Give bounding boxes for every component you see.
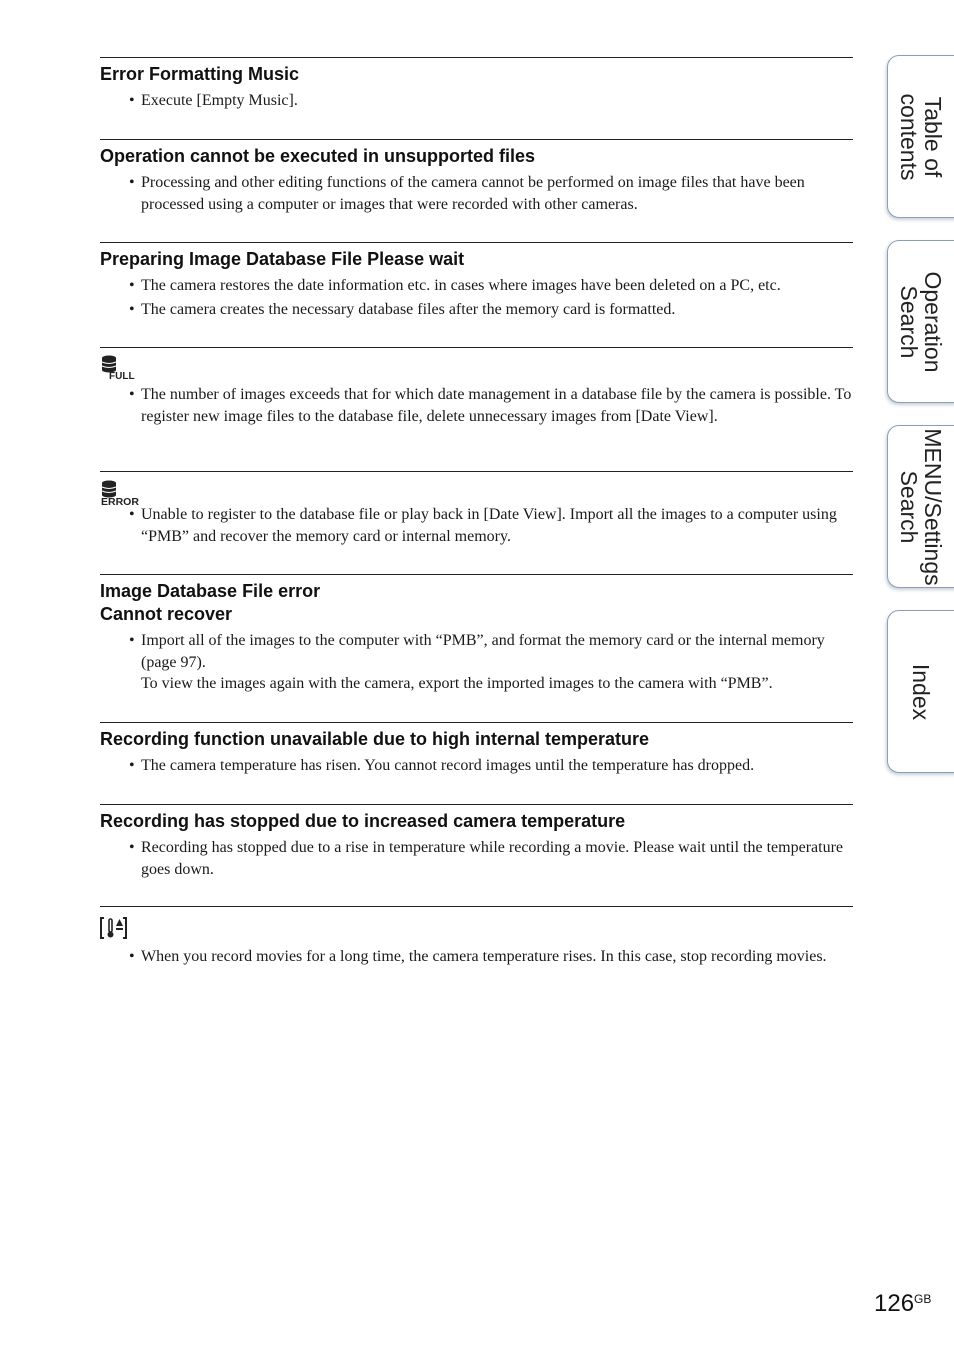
main-content <box>100 57 853 1006</box>
bullet-extra-text: To view the images again with the camera, export the imported images to the camera with “PMB”. <box>141 675 773 692</box>
section-heading: Recording has stopped due to increased camera temperature <box>100 811 626 831</box>
section-heading: Operation cannot be executed in unsupported files <box>100 146 536 166</box>
database-full-icon <box>100 353 853 381</box>
svg-text:FULL: FULL <box>109 371 135 381</box>
bullet-item: • Recording has stopped due to a rise in temperature while recording a movie. Please wait until the temperature goes down. <box>141 837 853 880</box>
bullet-list <box>100 837 853 880</box>
bullet-list <box>100 630 853 695</box>
bullet-item: • The camera temperature has risen. You cannot record images until the temperature has dropped. <box>141 755 853 777</box>
bullet-list <box>100 755 853 777</box>
section-temperature-warning <box>100 906 853 1006</box>
section-heading: Recording function unavailable due to high internal temperature <box>100 729 650 749</box>
section-recording-stopped-temperature <box>100 804 853 906</box>
section-unsupported-files <box>100 139 853 242</box>
temperature-warning-icon <box>100 916 853 942</box>
bullet-item <box>141 630 853 695</box>
section-preparing-database <box>100 242 853 347</box>
bullet-item: • Processing and other editing functions of the camera cannot be performed on image files that have been processed using a computer or images that were recorded with other cameras. <box>141 172 853 215</box>
tab-index[interactable] <box>887 610 954 773</box>
page-number-value: 126 <box>874 1290 915 1317</box>
section-database-cannot-recover <box>100 574 853 722</box>
svg-text:ERROR: ERROR <box>101 496 139 507</box>
bullet-text: Import all of the images to the computer with “PMB”, and format the memory card or the internal memory (page 97). <box>141 632 825 671</box>
bullet-item: • Execute [Empty Music]. <box>141 90 853 112</box>
section-heading: Preparing Image Database File Please wait <box>100 249 465 269</box>
bullet-item: • When you record movies for a long time, the camera temperature rises. In this case, stop recording movies. <box>141 946 853 968</box>
bullet-item: • Unable to register to the database file or play back in [Date View]. Import all the images to a computer using “PMB” and recover the memory card or internal memory. <box>141 504 853 547</box>
section-high-internal-temperature <box>100 722 853 804</box>
bullet-item: • The camera creates the necessary database files after the memory card is formatted. <box>141 299 853 321</box>
tab-label: Operation Search <box>896 270 946 373</box>
bullet-list <box>100 946 853 968</box>
section-database-full <box>100 347 853 471</box>
section-heading <box>100 580 853 626</box>
tab-operation-search[interactable] <box>887 240 954 403</box>
page-number <box>874 1290 931 1318</box>
section-database-error <box>100 471 853 574</box>
bullet-item: • The number of images exceeds that for which date management in a database file by the camera is possible. To register new image files to the database file, delete unnecessary images from [Date View]. <box>141 384 853 427</box>
section-heading: Error Formatting Music <box>100 64 300 84</box>
bullet-list <box>100 384 853 427</box>
bullet-list <box>100 172 853 215</box>
tab-label: MENU/Settings Search <box>896 427 946 586</box>
tab-table-of-contents[interactable] <box>887 55 954 218</box>
heading-line: Cannot recover <box>100 604 233 624</box>
database-error-icon <box>100 477 853 507</box>
tab-label: Table of contents <box>896 93 946 180</box>
section-error-formatting-music <box>100 57 853 139</box>
bullet-item: • The camera restores the date information etc. in cases where images have been deleted on a PC, etc. <box>141 275 853 297</box>
heading-line: Image Database File error <box>100 581 321 601</box>
tab-menu-settings-search[interactable] <box>887 425 954 588</box>
bullet-list <box>100 275 853 321</box>
bullet-list <box>100 504 853 547</box>
bullet-list <box>100 90 853 112</box>
tab-label: Index <box>908 663 934 720</box>
page-number-suffix: GB <box>914 1292 932 1306</box>
